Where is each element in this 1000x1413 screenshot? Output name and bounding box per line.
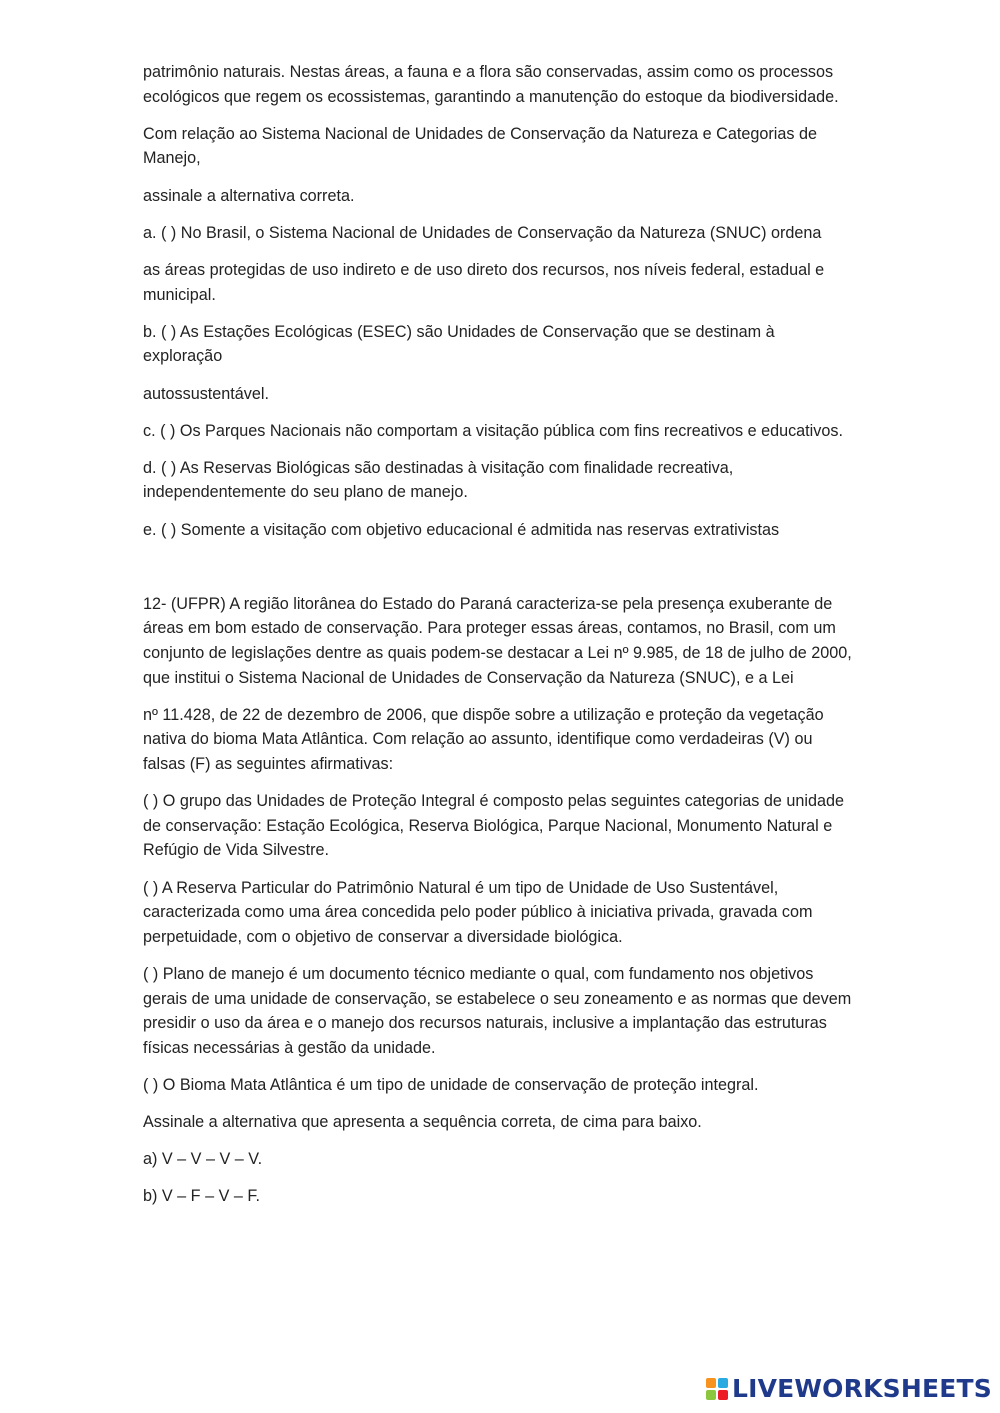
q11-context-paragraph: patrimônio naturais. Nestas áreas, a fauna e a flora são conservadas, assim como os processos ecológicos que regem os ecossistemas, garantindo a manutenção do estoque da biodiversidade.	[143, 63, 839, 106]
q12-affirmative-3: ( ) Plano de manejo é um documento técnico mediante o qual, com fundamento nos objetivos gerais de uma unidade de conservação, se estabelece o seu zoneamento e as normas que devem presidir o uso da área e o manejo dos recursos naturais, inclusive a implantação das estruturas físicas necessárias à gestão da unidade.	[143, 964, 852, 1057]
liveworksheets-logo	[706, 1376, 992, 1401]
q12-statement-continued: nº 11.428, de 22 de dezembro de 2006, que dispõe sobre a utilização e proteção da vegetação nativa do bioma Mata Atlântica. Com relação ao assunto, identifique como verdadeiras (V) ou falsas (F) as seguintes afirmativas:	[143, 705, 824, 773]
q12-affirmative-1: ( ) O grupo das Unidades de Proteção Integral é composto pelas seguintes categorias de unidade de conservação: Estação Ecológica, Reserva Biológica, Parque Nacional, Monumento Natural e Refúgio de Vida Silvestre.	[143, 792, 844, 860]
worksheet-page	[143, 60, 858, 1222]
q11-option-d: d. ( ) As Reservas Biológicas são destinadas à visitação com finalidade recreativa, independentemente do seu plano de manejo.	[143, 458, 734, 502]
q11-option-c: c. ( ) Os Parques Nacionais não comportam a visitação pública com fins recreativos e educativos.	[143, 421, 843, 440]
q12-affirmative-2: ( ) A Reserva Particular do Patrimônio Natural é um tipo de Unidade de Uso Sustentável, caracterizada como uma área concedida pelo poder público à iniciativa privada, gravada com perpetuidade, com o objetivo de conservar a diversidade biológica.	[143, 878, 813, 946]
logo-wordmark: LIVEWORKSHEETS	[731, 1374, 992, 1403]
section-spacer	[143, 555, 858, 592]
q11-option-a: a. ( ) No Brasil, o Sistema Nacional de Unidades de Conservação da Natureza (SNUC) ordena	[143, 223, 822, 242]
q12-instruction: Assinale a alternativa que apresenta a sequência correta, de cima para baixo.	[143, 1113, 702, 1132]
q11-option-e: e. ( ) Somente a visitação com objetivo educacional é admitida nas reservas extrativistas	[143, 520, 780, 539]
q11-instruction: assinale a alternativa correta.	[143, 186, 355, 205]
q12-answer-a: a) V – V – V – V.	[143, 1150, 263, 1169]
q12-answer-b: b) V – F – V – F.	[143, 1187, 260, 1206]
q12-affirmative-4: ( ) O Bioma Mata Atlântica é um tipo de unidade de conservação de proteção integral.	[143, 1075, 759, 1094]
q11-option-a-continued: as áreas protegidas de uso indireto e de uso direto dos recursos, nos níveis federal, estadual e municipal.	[143, 260, 825, 304]
liveworksheets-logo-icon	[706, 1378, 728, 1400]
q11-prompt-line: Com relação ao Sistema Nacional de Unidades de Conservação da Natureza e Categorias de Manejo,	[143, 124, 817, 168]
q12-statement: 12- (UFPR) A região litorânea do Estado do Paraná caracteriza-se pela presença exuberante de áreas em bom estado de conservação. Para proteger essas áreas, contamos, no Brasil, com um conjunto de legislações dentre as quais podem-se destacar a Lei nº 9.985, de 18 de julho de 2000, que institui o Sistema Nacional de Unidades de Conservação da Natureza (SNUC), e a Lei	[143, 594, 852, 687]
q11-option-b-continued: autossustentável.	[143, 384, 269, 403]
q11-option-b: b. ( ) As Estações Ecológicas (ESEC) são Unidades de Conservação que se destinam à exploração	[143, 322, 775, 366]
